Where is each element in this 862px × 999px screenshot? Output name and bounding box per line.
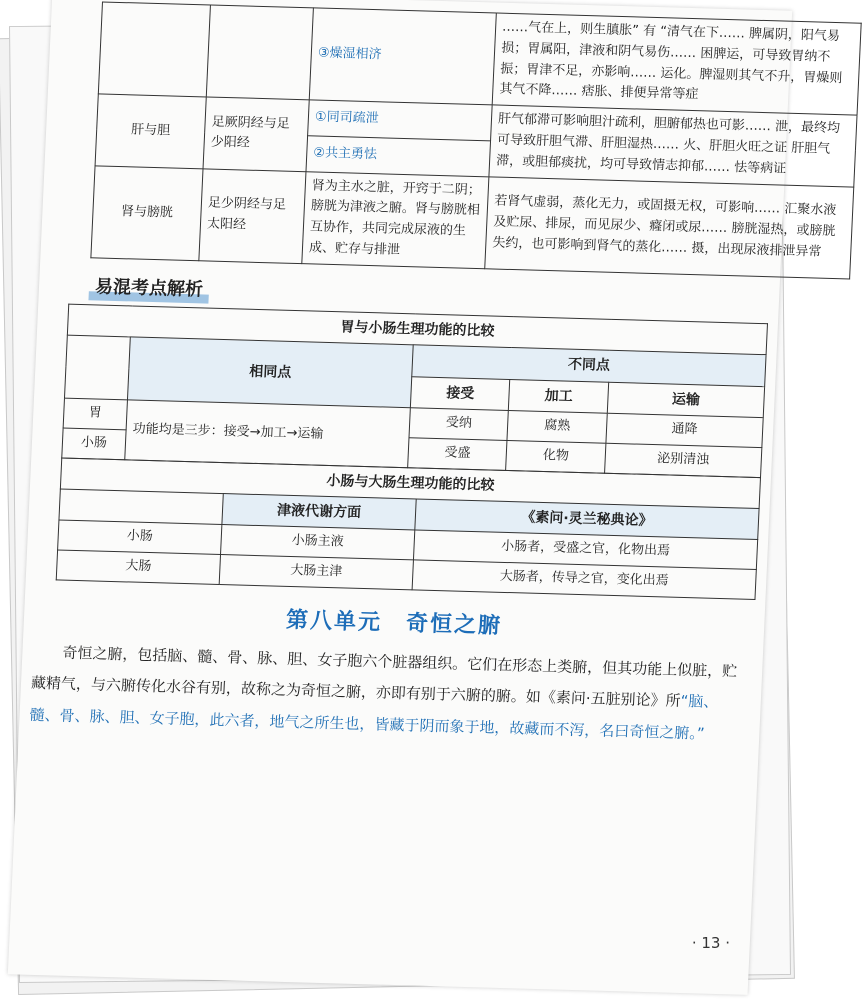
unit-title: 第八单元 奇恒之腑	[285, 607, 503, 639]
pair-cell	[98, 2, 210, 97]
table-cell: 通降	[606, 413, 763, 447]
table-cell: 小肠者，受盛之官，化物出焉	[413, 530, 757, 569]
table-cell: 大肠者，传导之官，变化出焉	[412, 560, 756, 599]
pathology-cell: 肝气郁滞可影响胆汁疏利，胆腑郁热也可影…… 泄，最终均可导致肝胆气滞、肝胆湿热…… 火、肝胆火旺之证 肝胆气滞，或胆郁痰扰，均可导致情志抑郁…… 怯等病证	[489, 105, 857, 187]
col-header-classic: 《素问·灵兰秘典论》	[415, 499, 759, 540]
pathology-cell: ……气在上，则生䐜胀” 有 “清气在下…… 脾属阴，阳气易损；胃属阳，津液和阴气易伤…… 困脾运，可导致胃纳不振；胃津不足，亦影响…… 运化。脾湿则其气不升，胃燥则其气不降…… 痞胀、排便异常等症	[492, 13, 861, 115]
page-content	[29, 0, 843, 751]
same-header: 相同点	[127, 337, 413, 408]
pair-cell: 肝与胆	[95, 94, 206, 168]
paragraph-text: 奇恒之腑，包括脑、髓、骨、脉、胆、女子胞六个脏器组织。它们在形态上类腑，但其功能上似脏，贮藏精气，与六腑传化水谷有别，故称之为奇恒之腑，亦即有别于六腑的腑。如《素问·五脏别论》所	[30, 643, 738, 711]
row-label-small-intestine: 小肠	[62, 428, 126, 460]
organ-relations-table	[90, 1, 861, 279]
table-cell: 腐熟	[507, 410, 607, 443]
row-label-stomach: 胃	[63, 398, 127, 430]
col-header-fluid: 津液代谢方面	[222, 493, 416, 530]
table-cell: 小肠主液	[221, 525, 415, 560]
section-heading: 易混考点解析	[89, 272, 210, 301]
meridian-cell: 足厥阴经与足少阳经	[203, 97, 309, 171]
diff-header: 不同点	[412, 345, 766, 386]
book-page	[8, 0, 843, 995]
stomach-small-intestine-table	[61, 303, 768, 477]
table-cell: 小肠	[58, 520, 222, 554]
pathology-cell: 若肾气虚弱，蒸化无力，或固摄无权，可影响…… 汇聚水液及贮尿、排尿，而见尿少、癃闭或尿…… 膀胱湿热，或膀胱失约，也可影响到肾气的蒸化…… 摄，出现尿液排泄异常	[485, 176, 854, 278]
col-header-receive: 接受	[410, 376, 510, 410]
col-header-process: 加工	[509, 379, 609, 413]
table-cell: 化物	[506, 440, 606, 473]
table-cell: 受盛	[408, 437, 508, 470]
table-cell: 泌别清浊	[604, 443, 761, 477]
function-cell: ③燥湿相济	[309, 8, 496, 105]
table-title: 胃与小肠生理功能的比较	[67, 304, 767, 355]
function-cell: 肾为主水之脏，开窍于二阴；膀胱为津液之腑。肾与膀胱相互协作，共同完成尿液的生成、贮存与排泄	[302, 171, 489, 268]
pair-cell: 肾与膀胱	[91, 165, 203, 260]
small-large-intestine-table	[56, 457, 761, 600]
table-cell: 受纳	[409, 408, 509, 441]
table-cell: 大肠主津	[219, 555, 413, 590]
meridian-cell	[206, 5, 313, 100]
meridian-cell: 足少阴经与足太阳经	[199, 168, 306, 263]
function-cell: ①同司疏泄	[308, 100, 493, 141]
page-number: · 13 ·	[691, 934, 730, 952]
table-cell: 大肠	[56, 550, 220, 584]
body-paragraph	[29, 637, 753, 752]
col-header-transport: 运输	[607, 382, 764, 418]
same-text: 功能均是三步：接受→加工→运输	[125, 400, 411, 467]
paragraph-quote: “脑、髓、骨、脉、胆、女子胞，此六者，地气之所生也，皆藏于阴而象于地，故藏而不泻，名曰奇恒之腑。”	[29, 692, 719, 743]
table-title: 小肠与大肠生理功能的比较	[60, 458, 760, 509]
function-cell: ②共主勇怯	[306, 136, 491, 177]
